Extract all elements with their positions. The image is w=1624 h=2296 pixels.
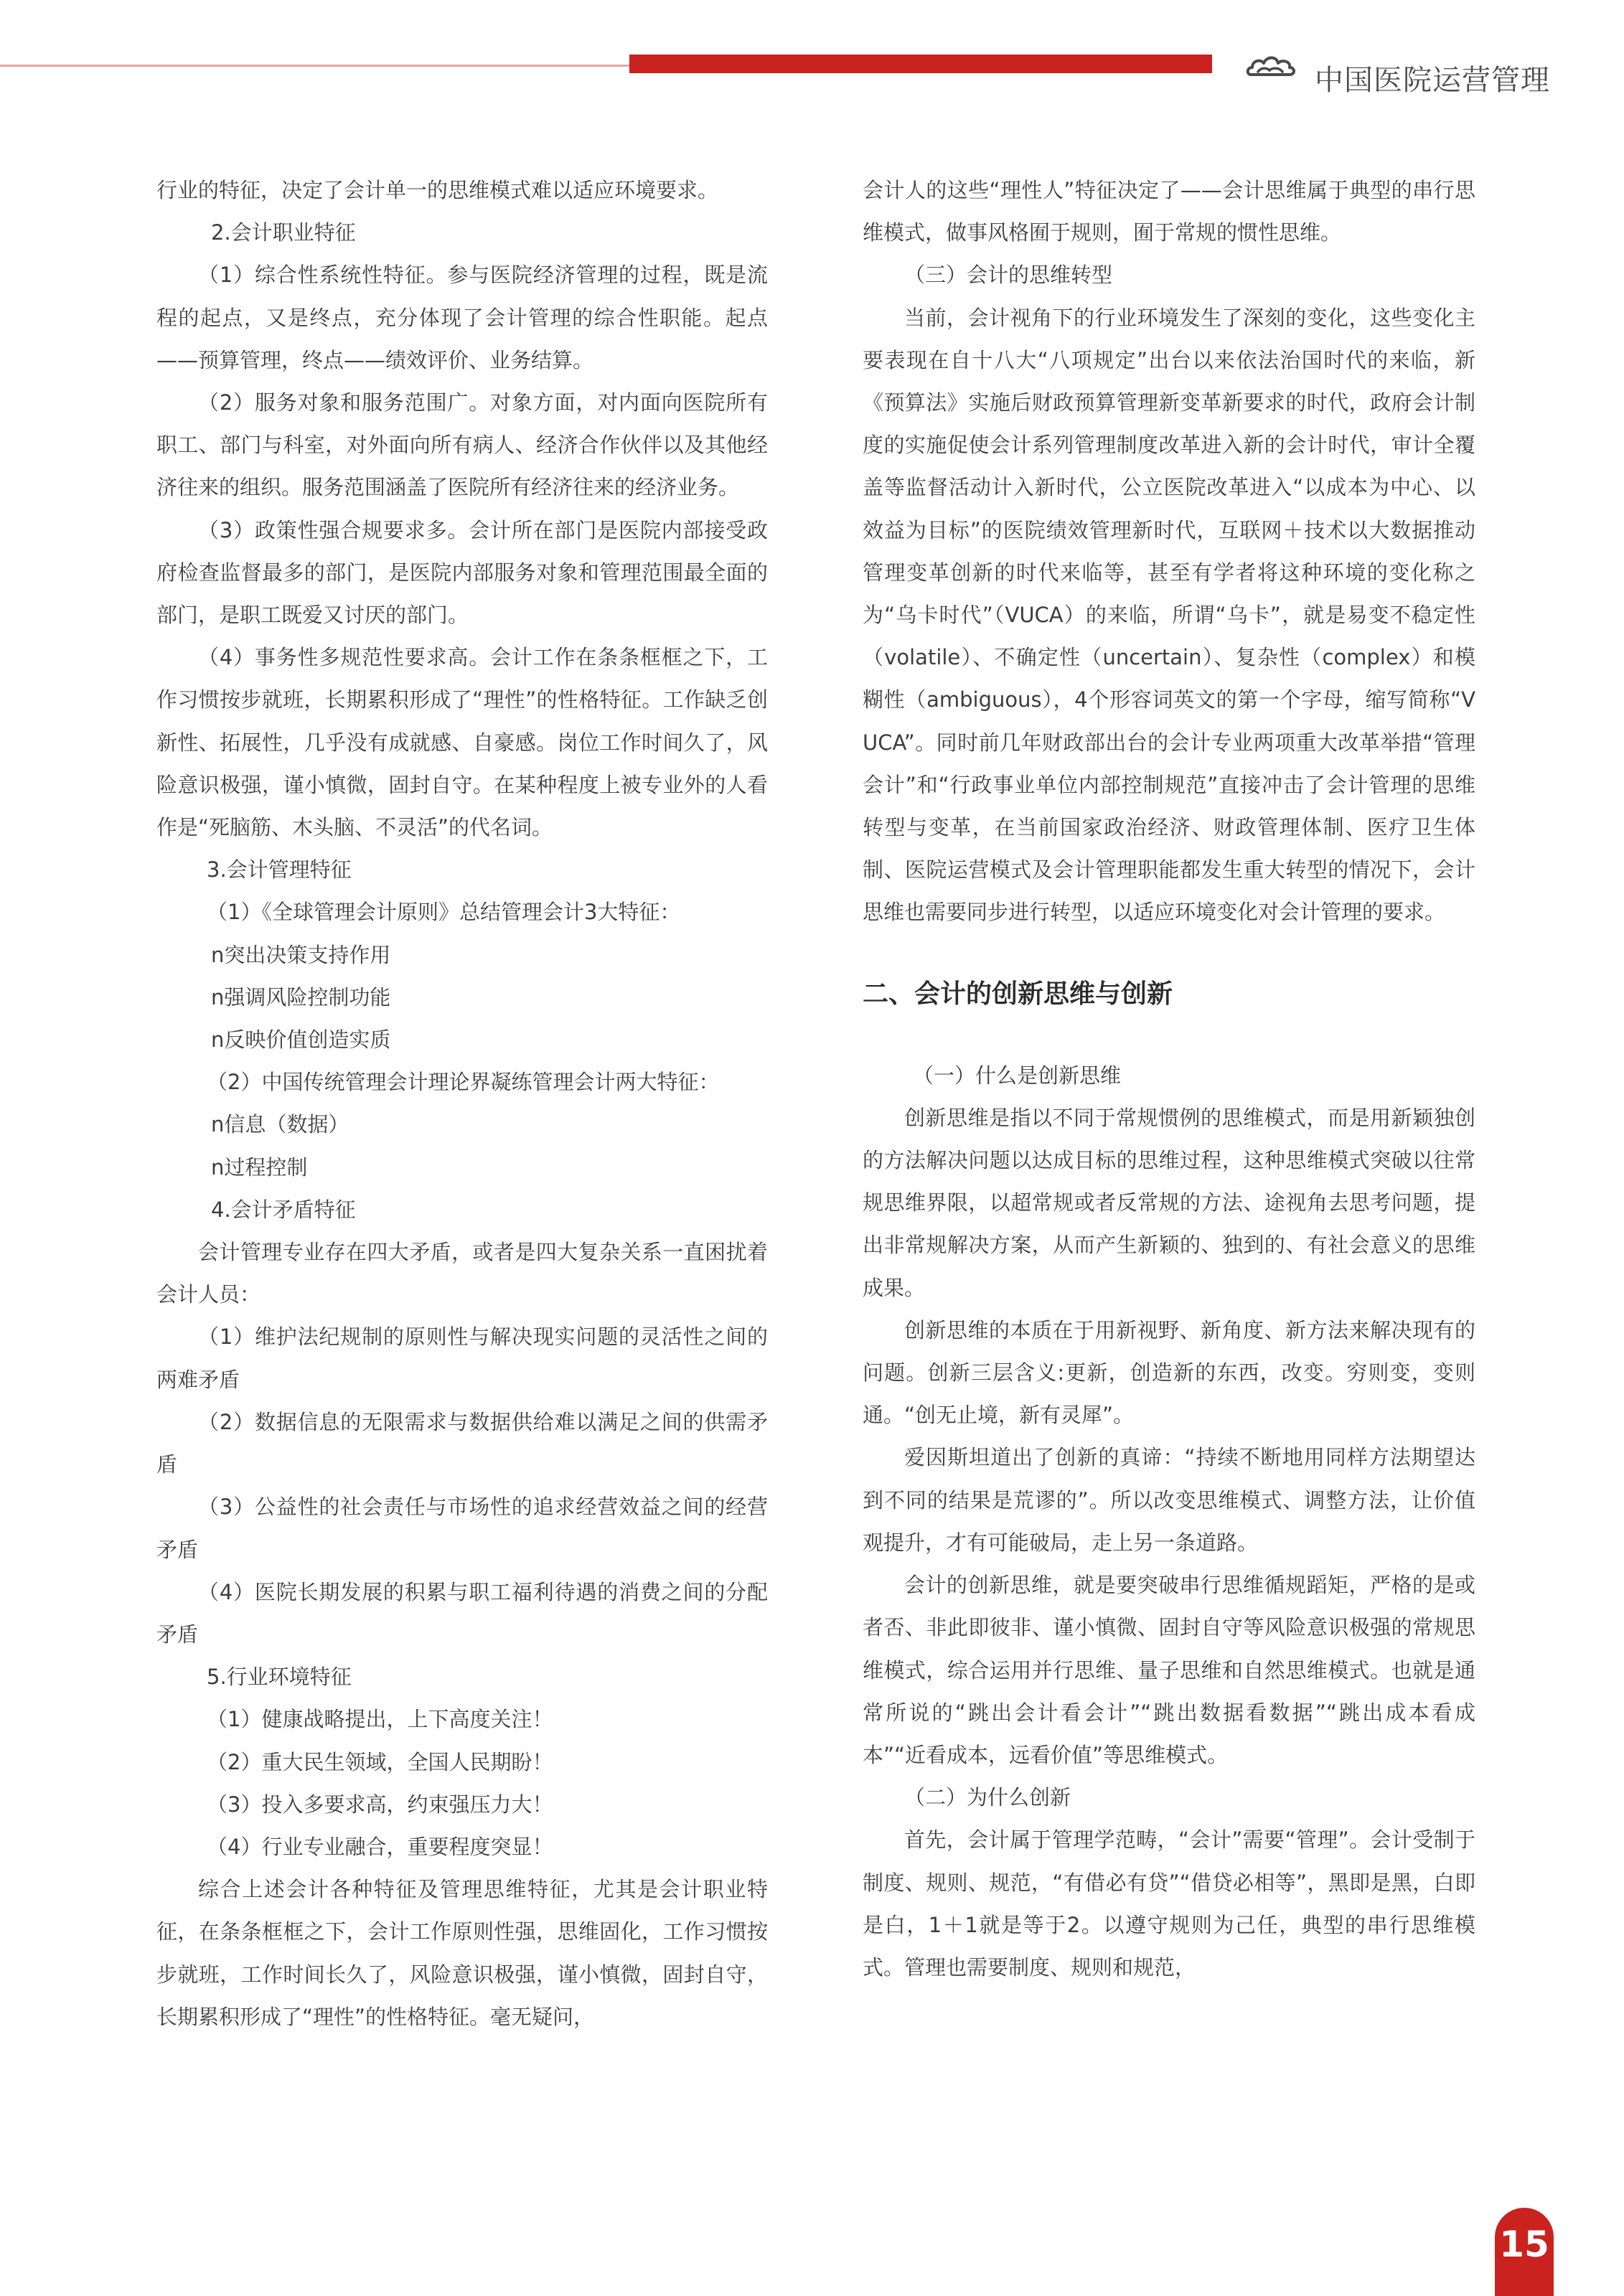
- subheading: 2.会计职业特征: [211, 220, 356, 245]
- page-number: 15: [1495, 2208, 1554, 2296]
- list-item: n过程控制: [211, 1154, 308, 1180]
- paragraph: （1）维护法纪规制的原则性与解决现实问题的灵活性之间的两难矛盾: [156, 1325, 768, 1392]
- paragraph: （3）政策性强合规要求多。会计所在部门是医院内部接受政府检查监督最多的部门，是医院内部服务对象和管理范围最全面的部门，是职工既爱又讨厌的部门。: [156, 517, 768, 628]
- list-item: n反映价值创造实质: [211, 1027, 391, 1053]
- header-thin-line: [0, 65, 632, 67]
- list-item: n突出决策支持作用: [211, 942, 391, 967]
- paragraph: （2）数据信息的无限需求与数据供给难以满足之间的供需矛盾: [156, 1409, 768, 1477]
- subheading: 3.会计管理特征: [207, 857, 352, 883]
- paragraph: （2）服务对象和服务范围广。对象方面，对内面向医院所有职工、部门与科室，对外面向所有病人、经济合作伙伴以及其他经济往来的组织。服务范围涵盖了医院所有经济往来的经济业务。: [156, 390, 768, 500]
- cloud-emblem-icon: [1245, 50, 1297, 82]
- paragraph: （4）医院长期发展的积累与职工福利待遇的消费之间的分配矛盾: [156, 1579, 768, 1647]
- paragraph: （1）综合性系统性特征。参与医院经济管理的过程，既是流程的起点，又是终点，充分体现了会计管理的综合性职能。起点——预算管理，终点——绩效评价、业务结算。: [156, 263, 768, 372]
- journal-title: 中国医院运营管理: [1315, 64, 1550, 97]
- paragraph: 会计人的这些“理性人”特征决定了——会计思维属于典型的串行思维模式，做事风格囿于规则，囿于常规的惯性思维。: [863, 178, 1475, 245]
- subheading: 4.会计矛盾特征: [211, 1197, 356, 1222]
- paragraph: 创新思维的本质在于用新视野、新角度、新方法来解决现有的问题。创新三层含义:更新，创造新的东西，改变。穷则变，变则通。“创无止境，新有灵犀”。: [863, 1317, 1475, 1428]
- subheading: 5.行业环境特征: [207, 1665, 352, 1690]
- paragraph: （4）事务性多规范性要求高。会计工作在条条框框之下，工作习惯按步就班，长期累积形成了“理性”的性格特征。工作缺乏创新性、拓展性，几乎没有成就感、自豪感。岗位工作时间久了，风险意识极强，谨小慎微，固封自守。在某种程度上被专业外的人看作是“死脑筋、木头脑、不灵活”的代名词。: [156, 645, 768, 840]
- paragraph: 当前，会计视角下的行业环境发生了深刻的变化，这些变化主要表现在自十八大“八项规定”出台以来依法治国时代的来临，新《预算法》实施后财政预算管理新变革新要求的时代，政府会计制度的实施促使会计系列管理制度改革进入新的会计时代，审计全覆盖等监督活动计入新时代，公立医院改革进入“以成本为中心、以效益为目标”的医院绩效管理新时代，互联网＋技术以大数据推动管理变革创新的时代来临等，甚至有学者将这种环境的变化称之为“乌卡时代”（VUCA）的来临，所谓“乌卡”，就是易变不稳定性（volatile）、不确定性（uncertain）、复杂性（complex）和模糊性（ambiguous），4个形容词英文的第一个字母，缩写简称“VUCA”。同时前几年财政部出台的会计专业两项重大改革举措“管理会计”和“行政事业单位内部控制规范”直接冲击了会计管理的思维转型与变革，在当前国家政治经济、财政管理体制、医疗卫生体制、医院运营模式及会计管理职能都发生重大转型的情况下，会计思维也需要同步进行转型，以适应环境变化对会计管理的要求。: [863, 305, 1475, 925]
- list-item: （4）行业专业融合，重要程度突显！: [207, 1834, 553, 1859]
- header-red-bar: [629, 55, 1212, 73]
- subheading: （三）会计的思维转型: [904, 263, 1113, 288]
- right-column: [863, 169, 1475, 1989]
- paragraph: 创新思维是指以不同于常规惯例的思维模式，而是用新颖独创的方法解决问题以达成目标的思维过程，这种思维模式突破以往常规思维界限，以超常规或者反常规的方法、途视角去思考问题，提出非常规解决方案，从而产生新颖的、独到的、有社会意义的思维成果。: [863, 1105, 1475, 1300]
- list-item: （3）投入多要求高，约束强压力大！: [207, 1792, 553, 1817]
- paragraph: 综合上述会计各种特征及管理思维特征，尤其是会计职业特征，在条条框框之下，会计工作原则性强，思维固化，工作习惯按步就班，工作时间长久了，风险意识极强，谨小慎微，固封自守，长期累积形成了“理性”的性格特征。毫无疑问，: [156, 1877, 768, 2029]
- list-item: （2）重大民生领域，全国人民期盼！: [207, 1749, 553, 1774]
- section-heading: 二、会计的创新思维与创新: [863, 979, 1173, 1009]
- paragraph: 会计的创新思维，就是要突破串行思维循规蹈矩，严格的是或者否、非此即彼非、谨小慎微、固封自守等风险意识极强的常规思维模式，综合运用并行思维、量子思维和自然思维模式。也就是通常所说的“跳出会计看会计”“跳出数据看数据”“跳出成本看成本”“近看成本，远看价值”等思维模式。: [863, 1573, 1475, 1767]
- paragraph: （2）中国传统管理会计理论界凝练管理会计两大特征：: [207, 1070, 720, 1095]
- paragraph: （1）《全球管理会计原则》总结管理会计3大特征：: [207, 900, 681, 925]
- paragraph: 行业的特征，决定了会计单一的思维模式难以适应环境要求。: [156, 178, 719, 202]
- subheading: （一）什么是创新思维: [913, 1063, 1122, 1088]
- paragraph: 爱因斯坦道出了创新的真谛：“持续不断地用同样方法期望达到不同的结果是荒谬的”。所以改变思维模式、调整方法，让价值观提升，才有可能破局，走上另一条道路。: [863, 1445, 1475, 1555]
- subheading: （二）为什么创新: [904, 1785, 1071, 1810]
- left-column: [156, 169, 768, 2038]
- list-item: （1）健康战略提出，上下高度关注！: [207, 1707, 553, 1732]
- paragraph: 首先，会计属于管理学范畴，“会计”需要“管理”。会计受制于制度、规则、规范，“有借必有贷”“借贷必相等”，黑即是黑，白即是白，1＋1就是等于2。以遵守规则为己任，典型的串行思维模式。管理也需要制度、规则和规范，: [863, 1827, 1475, 1980]
- list-item: n信息（数据）: [211, 1112, 349, 1137]
- list-item: n强调风险控制功能: [211, 984, 391, 1010]
- paragraph: （3）公益性的社会责任与市场性的追求经营效益之间的经营矛盾: [156, 1495, 768, 1562]
- paragraph: 会计管理专业存在四大矛盾，或者是四大复杂关系一直困扰着会计人员：: [156, 1240, 768, 1307]
